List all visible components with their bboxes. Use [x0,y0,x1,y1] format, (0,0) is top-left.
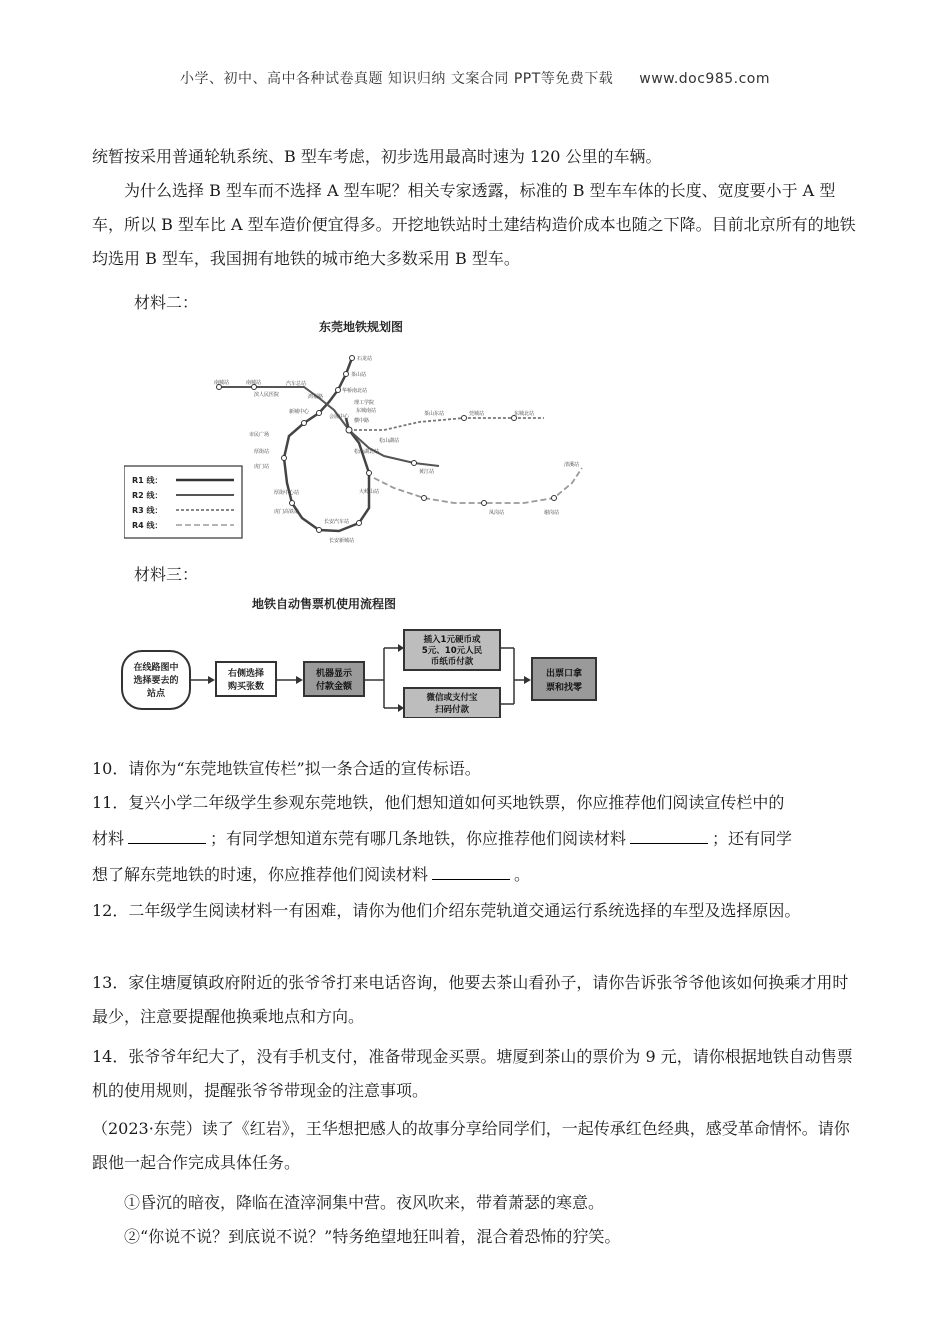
svg-text:清溪站: 清溪站 [564,462,580,468]
flow-step-5 [532,658,596,700]
svg-text:南城站: 南城站 [246,380,262,386]
paragraph-2: 为什么选择 B 型车而不选择 A 型车呢？相关专家透露，标准的 B 型车车体的长度、宽度要小于 A 型车，所以 B 型车比 A 型车造价便宜得多。开挖地铁站时土建结构造价成本也随之下降。目前北京所有的地铁均选用 B 型车，我国拥有地铁的城市绝大多数采用 B 型车。 [92,181,856,268]
paragraph-1: 统暂按采用普通轮轨系统、B 型车考虑，初步选用最高时速为 120 公里的车辆。 [92,147,662,166]
material-3-label: 材料三： [134,565,199,584]
svg-text:购买张数: 购买张数 [227,682,265,692]
svg-text:厚街中心站: 厚街中心站 [274,490,300,496]
legend-r1: R1 线： [132,476,163,485]
header-site: www.doc985.com [639,71,771,87]
svg-text:站点: 站点 [146,689,166,699]
material-2-label: 材料二： [134,293,199,312]
svg-text:茶山东站: 茶山东站 [424,411,445,417]
svg-text:汽车总站: 汽车总站 [286,381,307,387]
question-11-line-2 [92,822,862,856]
map-title: 东莞地铁规划图 [319,320,404,334]
question-15-intro: （2023·东莞）读了《红岩》，王华想把感人的故事分享给同学们，一起传承红色经典，感受革命情怀。请你跟他一起合作完成具体任务。 [92,1119,850,1172]
svg-text:华桥南北站: 华桥南北站 [342,388,368,394]
svg-text:横中路: 横中路 [354,418,370,424]
legend-r4: R4 线： [132,521,163,530]
svg-text:长安汽车站: 长安汽车站 [324,519,350,525]
question-10: 10．请你为“东莞地铁宣传栏”拟一条合适的宣传标语。 [92,759,481,778]
question-12: 12．二年级学生阅读材料一有困难，请你为他们介绍东莞轨道交通运行系统选择的车型及选择原因。 [92,901,801,920]
svg-text:莞城站: 莞城站 [469,411,485,417]
metro-map-svg [124,318,614,548]
svg-text:茶山站: 茶山站 [351,372,367,378]
flow-chart-svg [120,596,600,718]
q11-text-c2: 。 [514,865,531,884]
ticket-flow-chart [120,596,600,718]
svg-text:右侧选择: 右侧选择 [227,669,265,679]
q11-text-b3: ；还有同学 [712,829,793,848]
svg-text:付款金额: 付款金额 [315,682,353,692]
svg-text:选择要去的: 选择要去的 [133,676,179,686]
svg-text:大岭山站: 大岭山站 [359,489,380,495]
svg-text:在线路图中: 在线路图中 [133,663,179,673]
svg-text:石龙站: 石龙站 [357,356,373,362]
svg-text:东城北站: 东城北站 [514,411,535,417]
svg-text:虎门站: 虎门站 [254,464,270,470]
svg-text:机器显示: 机器显示 [315,669,353,679]
svg-text:新城中心: 新城中心 [289,409,310,415]
question-11-line-1: 11．复兴小学二年级学生参观东莞地铁，他们想知道如何买地铁票，你应推荐他们阅读宣传栏中的 [92,793,785,812]
station-labels [214,355,579,544]
answer-blank-2[interactable] [630,829,708,844]
q11-text-c1: 想了解东莞地铁的时速，你应推荐他们阅读材料 [92,865,429,884]
svg-text:松山湖站: 松山湖站 [379,438,400,444]
legend-r2: R2 线： [132,491,163,500]
flow-title: 地铁自动售票机使用流程图 [252,597,397,611]
svg-text:谢岗站: 谢岗站 [544,510,560,516]
svg-text:长安新城站: 长安新城站 [329,538,355,544]
svg-text:虎门高铁站: 虎门高铁站 [274,509,300,515]
line-r4 [374,468,582,503]
svg-text:凤岗站: 凤岗站 [489,510,505,516]
question-14: 14．张爷爷年纪大了，没有手机支付，准备带现金买票。塘厦到茶山的票价为 9 元，请你根据地铁自动售票机的使用规则，提醒张爷爷带现金的注意事项。 [92,1047,853,1100]
svg-text:南城站: 南城站 [214,380,230,386]
svg-text:松山湖北站: 松山湖北站 [354,449,380,455]
q11-text-b1: 材料 [92,829,125,848]
answer-blank-3[interactable] [432,865,510,880]
svg-text:币纸币付款: 币纸币付款 [430,657,474,667]
question-13: 13．家住塘厦镇政府附近的张爷爷打来电话咨询，他要去茶山看孙子，请你告诉张爷爷他该如何换乘才用时最少，注意要提醒他换乘地点和方向。 [92,973,849,1026]
q11-text-b2: ；有同学想知道东莞有哪几条地铁，你应推荐他们阅读材料 [210,829,627,848]
svg-text:插入1元硬币或: 插入1元硬币或 [423,635,481,645]
svg-text:滨人民医院: 滨人民医院 [254,392,280,398]
svg-text:5元、10元人民: 5元、10元人民 [421,646,483,656]
sentence-1: ①昏沉的暗夜，降临在渣滓洞集中营。夜风吹来，带着萧瑟的寒意。 [124,1193,605,1212]
svg-text:市民广场: 市民广场 [249,432,270,438]
sentence-2: ②“你说不说？到底说不说？”特务绝望地狂叫着，混合着恐怖的狞笑。 [124,1227,621,1246]
svg-text:东城南站: 东城南站 [356,408,377,414]
metro-map [124,318,614,548]
svg-text:鸿福路: 鸿福路 [308,394,324,400]
svg-text:票和找零: 票和找零 [545,683,583,693]
svg-text:厚街站: 厚街站 [254,449,270,455]
station-dots [217,356,560,533]
page-header [0,68,950,88]
svg-text:理工学院: 理工学院 [354,400,375,406]
svg-text:会展中心: 会展中心 [329,414,350,420]
answer-blank-1[interactable] [128,829,206,844]
svg-text:微信或支付宝: 微信或支付宝 [426,693,478,703]
svg-text:出票口拿: 出票口拿 [545,669,583,679]
question-11-line-3 [92,858,862,892]
header-text: 小学、初中、高中各种试卷真题 知识归纳 文案合同 PPT等免费下载 [179,71,614,87]
legend-r3: R3 线： [132,506,163,515]
svg-text:扫码付款: 扫码付款 [434,705,470,715]
line-r2 [219,387,439,466]
svg-text:黄江站: 黄江站 [419,469,435,475]
